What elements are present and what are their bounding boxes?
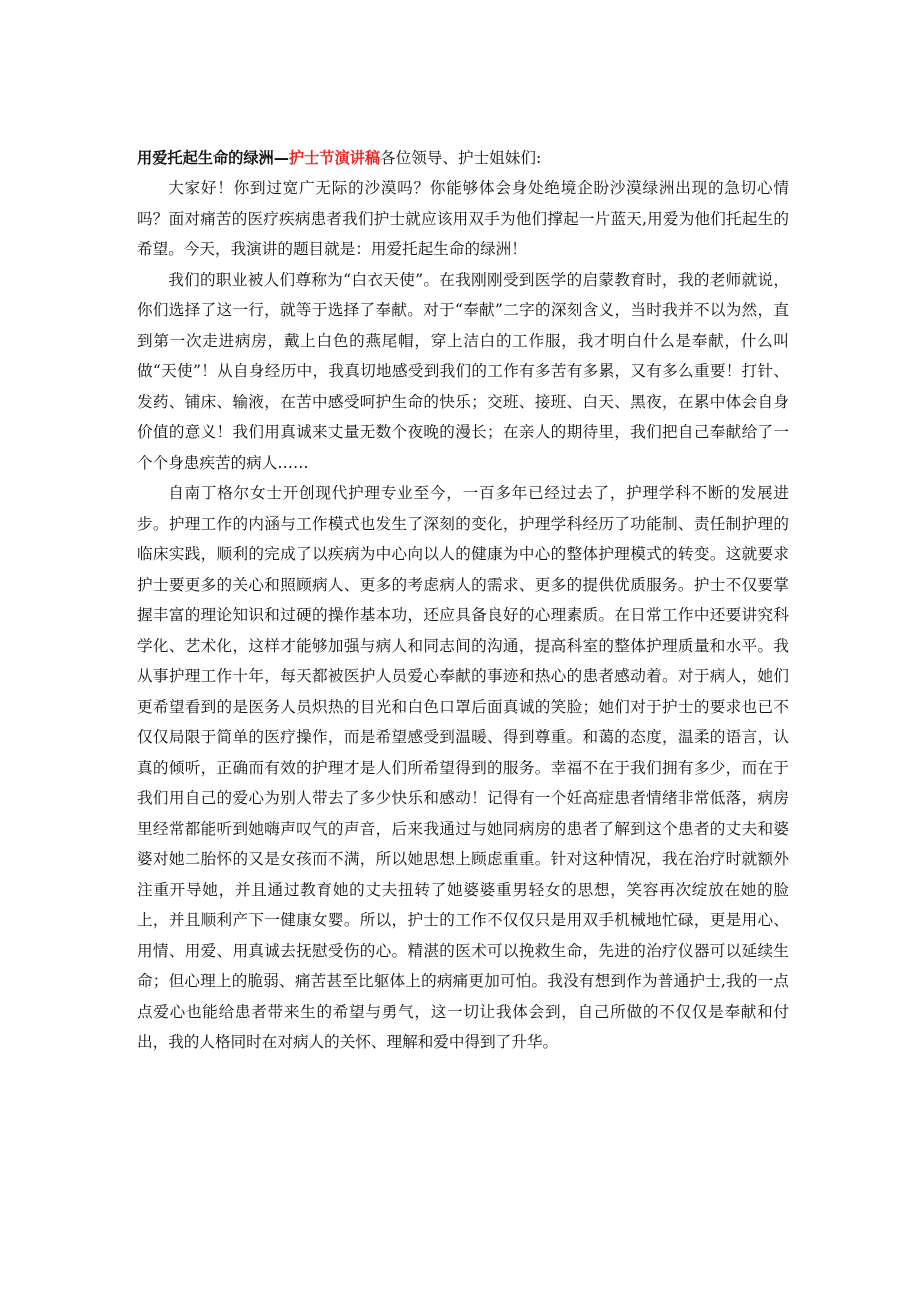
paragraph-nightingale: 自南丁格尔女士开创现代护理专业至今，一百多年已经过去了，护理学科不断的发展进步。护理工作的内涵与工作模式也发生了深刻的变化，护理学科经历了功能制、责任制护理的临床实践，顺利的完成了以疾病为中心向以人的健康为中心的整体护理模式的转变。这就要求护士要更多的关心和照顾病人、更多的考虑病人的需求、更多的提供优质服务。护士不仅要掌握丰富的理论知识和过硬的操作基本功，还应具备良好的心理素质。在日常工作中还要讲究科学化、艺术化，这样才能够加强与病人和同志间的沟通，提高科室的整体护理质量和水平。我从事护理工作十年，每天都被医护人员爱心奉献的事迹和热心的患者感动着。对于病人，她们更希望看到的是医务人员炽热的目光和白色口罩后面真诚的笑脸；她们对于护士的要求也已不仅仅局限于简单的医疗操作，而是希望感受到温暖、得到尊重。和蔼的态度，温柔的语言，认真的倾听，正确而有效的护理才是人们所希望得到的服务。幸福不在于我们拥有多少，而在于我们用自己的爱心为别人带去了多少快乐和感动！记得有一个妊高症患者情绪非常低落，病房里经常都能听到她嗨声叹气的声音，后来我通过与她同病房的患者了解到这个患者的丈夫和婆婆对她二胎怀的又是女孩而不满，所以她思想上顾虑重重。针对这种情况，我在治疗时就额外注重开导她，并且通过教育她的丈夫扭转了她婆婆重男轻女的思想，笑容再次绽放在她的脸上，并且顺利产下一健康女婴。所以，护士的工作不仅仅只是用双手机械地忙碌，更是用心、用情、用爱、用真诚去抚慰受伤的心。精湛的医术可以挽救生命，先进的治疗仪器可以延续生命；但心理上的脆弱、痛苦甚至比躯体上的病痛更加可怕。我没有想到作为普通护士,我的一点点爱心也能给患者带来生的希望与勇气，这一切让我体会到，自己所做的不仅仅是奉献和付出，我的人格同时在对病人的关怀、理解和爱中得到了升华。 bbox=[137, 484, 789, 1051]
speech-title-highlight: 护士节演讲稿 bbox=[288, 149, 380, 167]
title-line bbox=[137, 143, 789, 173]
salutation: 各位领导、护士姐妹们: bbox=[380, 149, 542, 167]
paragraph-angel: 我们的职业被人们尊称为“白衣天使”。在我刚刚受到医学的启蒙教育时，我的老师就说，你们选择了这一行，就等于选择了奉献。对于“奉献”二字的深刻含义，当时我并不以为然，直到第一次走进病房，戴上白色的燕尾帽，穿上洁白的工作服，我才明白什么是奉献，什么叫做“天使”！从自身经历中，我真切地感受到我们的工作有多苦有多累，又有多么重要！打针、发药、铺床、输液，在苦中感受呵护生命的快乐；交班、接班、白天、黑夜，在累中体会自身价值的意义！我们用真诚来丈量无数个夜晚的漫长；在亲人的期待里，我们把自己奉献给了一个个身患疾苦的病人…… bbox=[137, 270, 789, 472]
document-body bbox=[137, 143, 789, 1058]
speech-title: 用爱托起生命的绿洲— bbox=[137, 149, 289, 167]
paragraph-greeting: 大家好！你到过宽广无际的沙漠吗？你能够体会身处绝境企盼沙漠绿洲出现的急切心情吗？面对痛苦的医疗疾病患者我们护士就应该用双手为他们撑起一片蓝天,用爱为他们托起生的希望。今天，我演讲的题目就是：用爱托起生命的绿洲！ bbox=[137, 179, 789, 258]
